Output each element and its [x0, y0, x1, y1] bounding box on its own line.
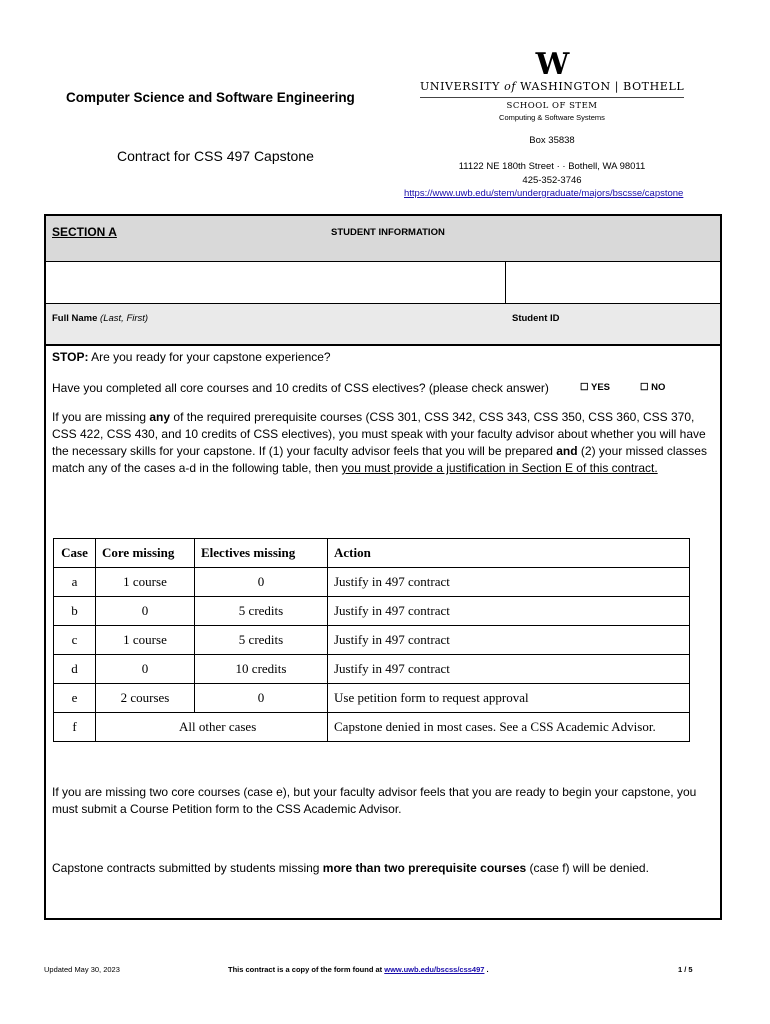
cell-core: 1 course — [96, 568, 195, 597]
no-checkbox[interactable]: ☐ NO — [640, 382, 666, 393]
cell-case: b — [54, 597, 96, 626]
core-courses-question: Have you completed all core courses and 10 credits of CSS electives? (please check answer) — [52, 381, 549, 395]
header-electives-missing: Electives missing — [195, 539, 328, 568]
header-action: Action — [328, 539, 690, 568]
cell-case: a — [54, 568, 96, 597]
logo-rule — [420, 97, 684, 98]
cell-case: e — [54, 684, 96, 713]
cell-core: 1 course — [96, 626, 195, 655]
cell-core: 0 — [96, 655, 195, 684]
cell-action: Use petition form to request approval — [328, 684, 690, 713]
stop-prompt: STOP: Are you ready for your capstone experience? — [52, 350, 331, 364]
table-row — [54, 626, 690, 655]
uw-bothell-logo — [420, 47, 685, 122]
school-name: SCHOOL OF STEM — [506, 101, 598, 111]
cell-action: Capstone denied in most cases. See a CSS Academic Advisor. — [328, 713, 690, 742]
address-street: 11122 NE 180th Street · · Bothell, WA 98011 — [458, 161, 646, 172]
cell-action: Justify in 497 contract — [328, 626, 690, 655]
cell-action: Justify in 497 contract — [328, 655, 690, 684]
denial-note: Capstone contracts submitted by students missing more than two prerequisite courses (case f) will be denied. — [52, 861, 649, 875]
student-info-label-row — [46, 304, 720, 346]
division-name: Computing & Software Systems — [499, 113, 605, 122]
table-row — [54, 597, 690, 626]
university-name: UNIVERSITY of WASHINGTON | BOTHELL — [420, 80, 685, 93]
cell-electives: 5 credits — [195, 626, 328, 655]
address-box: Box 35838 — [529, 135, 575, 146]
footer-page-number: 1 / 5 — [678, 965, 693, 974]
header-core-missing: Core missing — [96, 539, 195, 568]
cell-action: Justify in 497 contract — [328, 597, 690, 626]
cell-action: Justify in 497 contract — [328, 568, 690, 597]
footer-link[interactable]: www.uwb.edu/bscss/css497 — [384, 965, 485, 974]
cell-case: c — [54, 626, 96, 655]
contract-title: Contract for CSS 497 Capstone — [117, 148, 314, 164]
section-a-label: SECTION A — [52, 225, 117, 239]
header-case: Case — [54, 539, 96, 568]
footer-updated: Updated May 30, 2023 — [44, 965, 120, 974]
petition-note: If you are missing two core courses (case e), but your faculty advisor feels that you are ready to begin your capstone, you must submit a Course Petition form to the CSS Academic Advisor. — [52, 785, 697, 816]
capstone-url-link[interactable]: https://www.uwb.edu/stem/undergraduate/majors/bscsse/capstone — [404, 188, 684, 199]
full-name-label: Full Name (Last, First) — [52, 313, 149, 324]
address-phone: 425-352-3746 — [522, 175, 582, 186]
cell-case: f — [54, 713, 96, 742]
table-row — [54, 655, 690, 684]
cell-core: 2 courses — [96, 684, 195, 713]
student-id-label: Student ID — [512, 313, 560, 324]
cell-case: d — [54, 655, 96, 684]
table-row — [54, 713, 690, 742]
footer-copy-note: This contract is a copy of the form found at www.uwb.edu/bscss/css497 . — [228, 965, 489, 974]
cell-electives: 10 credits — [195, 655, 328, 684]
cell-electives: 0 — [195, 684, 328, 713]
section-a-header — [46, 216, 720, 262]
department-title: Computer Science and Software Engineering — [66, 90, 355, 105]
column-divider — [505, 262, 506, 304]
prerequisite-paragraph: If you are missing any of the required prerequisite courses (CSS 301, CSS 342, CSS 343, CSS 350, CSS 360, CSS 370, CSS 422, CSS 430, and 10 credits of CSS electives), you must speak with your faculty advisor about whether you will have the necessary skills for your capstone. If (1) your faculty advisor feels that you will be prepared and (2) your missed classes match any of the cases a-d in the following table, then you must provide a justification in Section E of this contract. — [52, 410, 707, 475]
cell-all-other-cases: All other cases — [96, 713, 328, 742]
table-row — [54, 684, 690, 713]
cases-table — [53, 538, 690, 742]
table-row — [54, 568, 690, 597]
uw-w-mark: W — [535, 47, 569, 82]
student-info-input-row — [46, 262, 720, 304]
yes-checkbox[interactable]: ☐ YES — [580, 382, 610, 393]
cell-electives: 0 — [195, 568, 328, 597]
table-header-row — [54, 539, 690, 568]
student-information-title: STUDENT INFORMATION — [331, 227, 445, 238]
cell-core: 0 — [96, 597, 195, 626]
cell-electives: 5 credits — [195, 597, 328, 626]
